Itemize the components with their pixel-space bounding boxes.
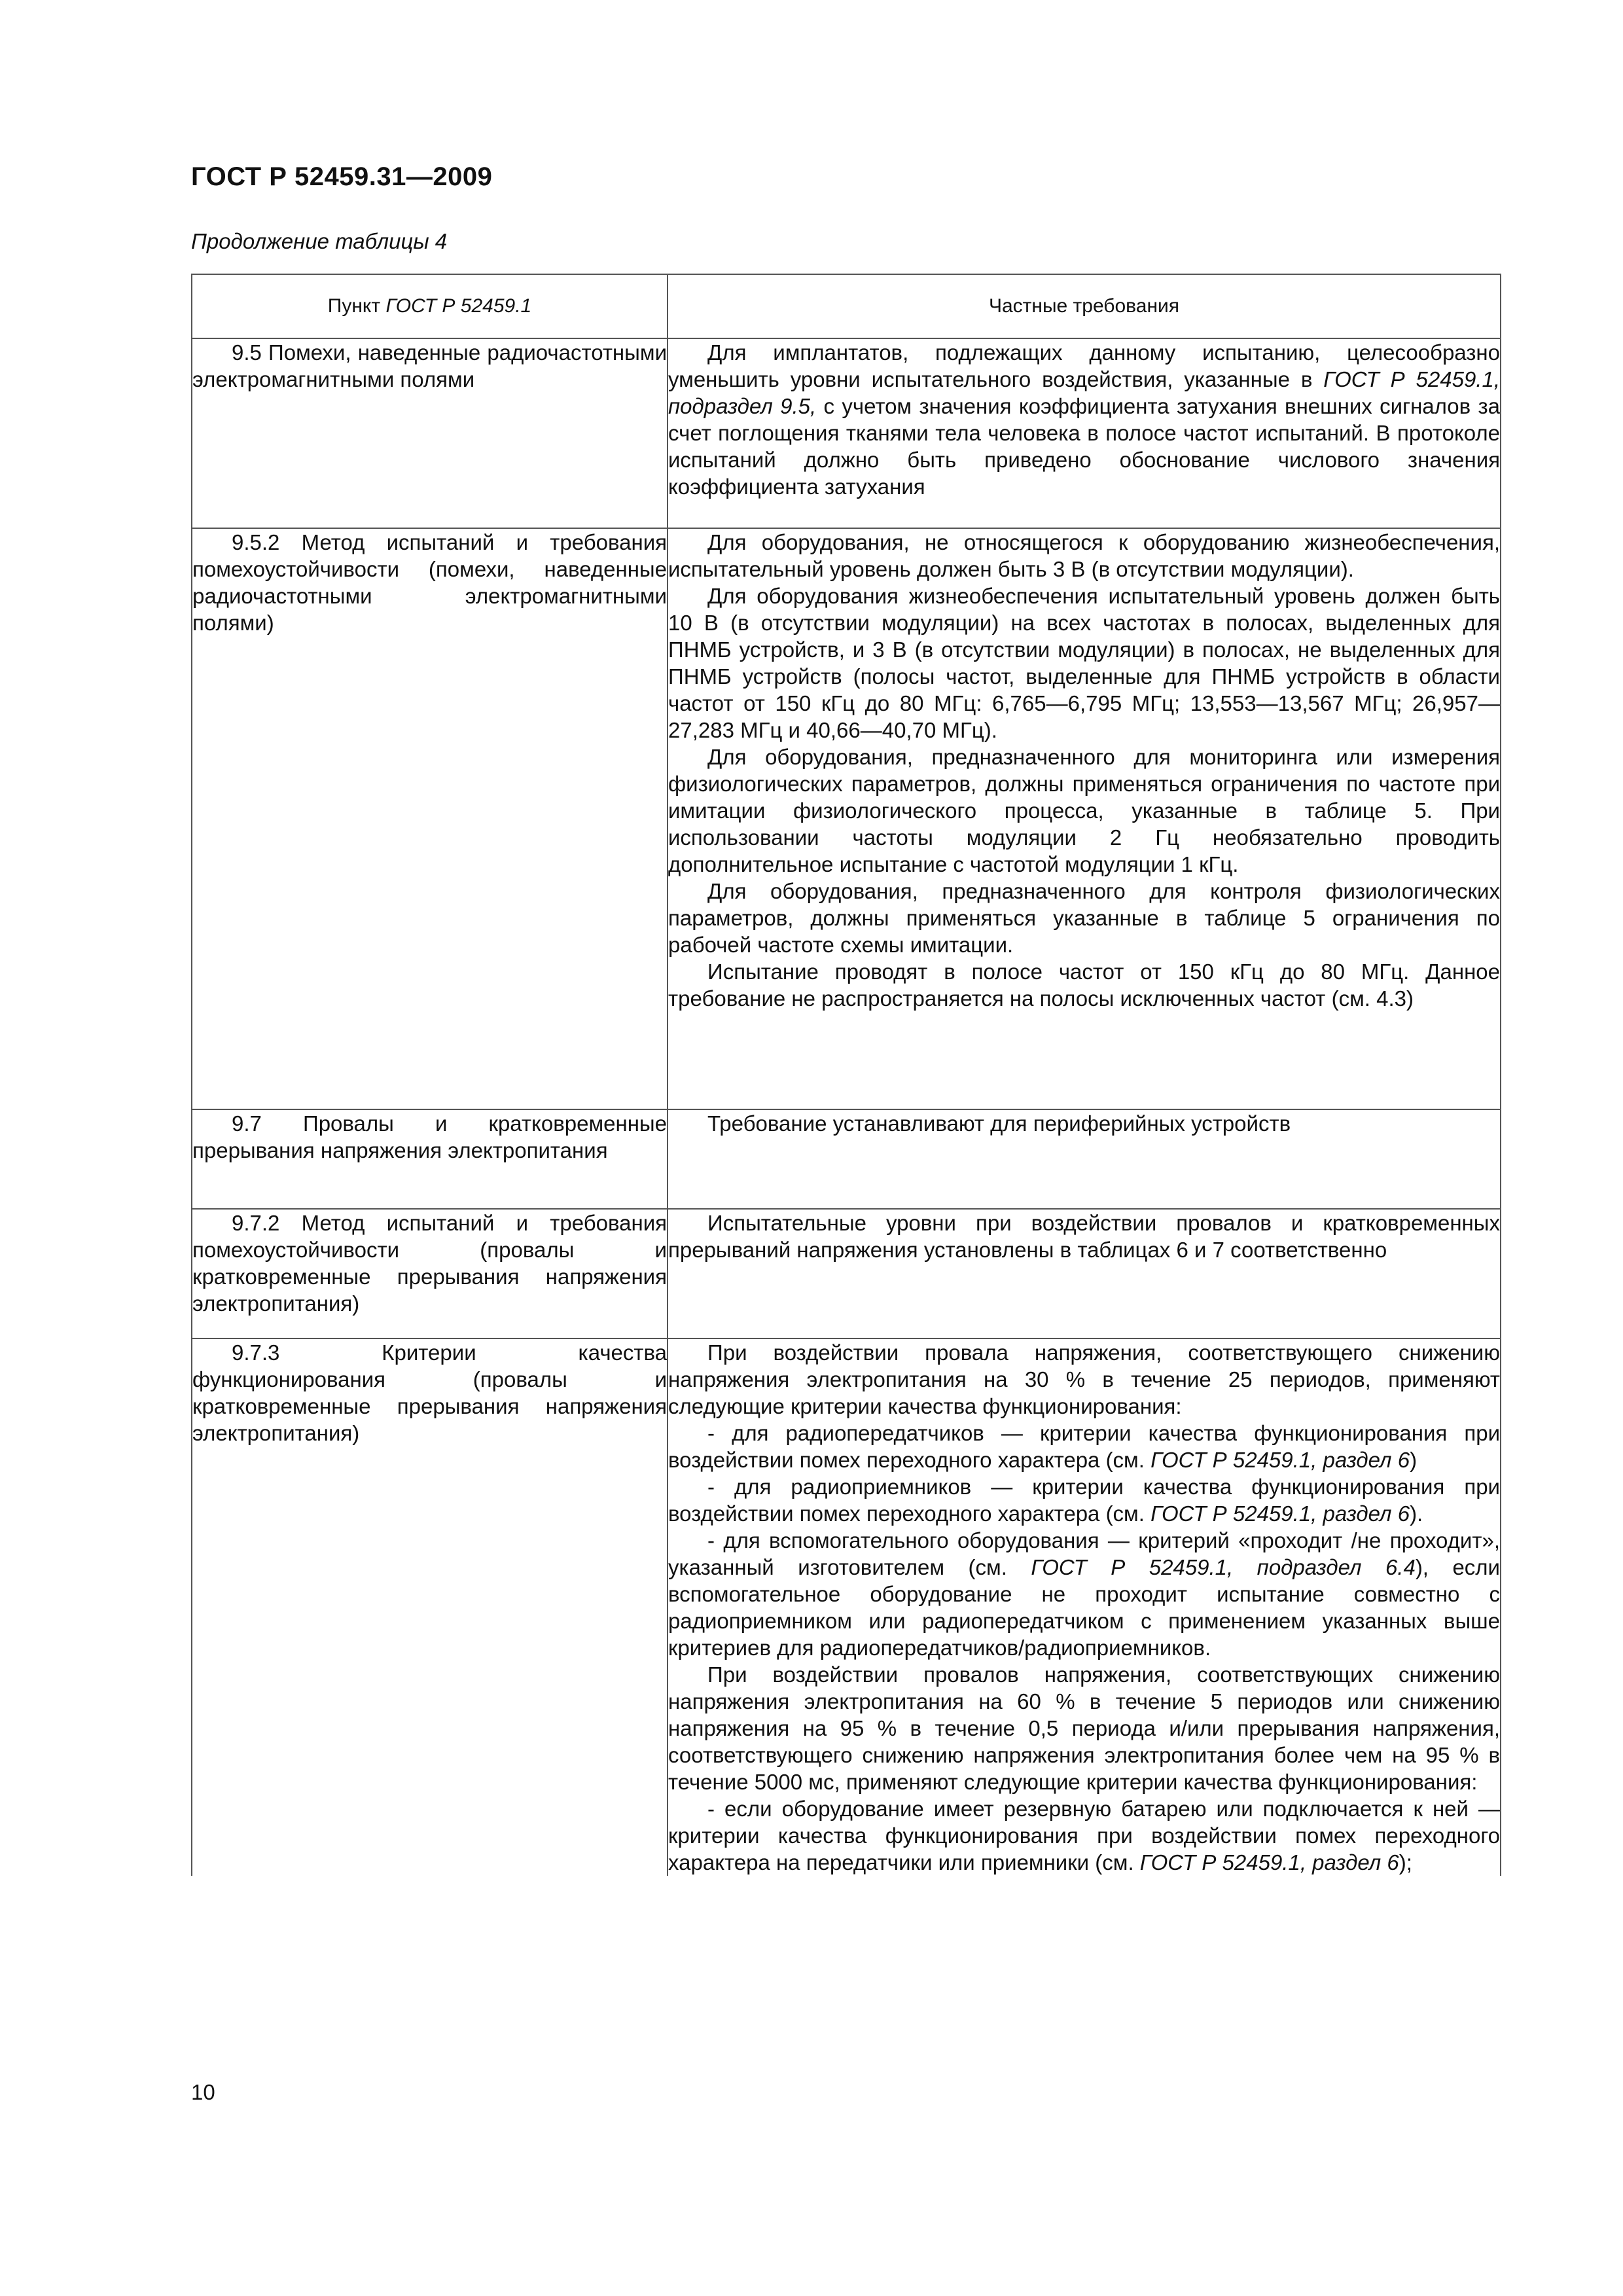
table-row (192, 338, 1501, 528)
table-caption: Продолжение таблицы 4 (191, 229, 448, 253)
requirement-paragraph (668, 1795, 1500, 1876)
requirement-paragraph (668, 339, 1500, 500)
column-header-clause-prefix: Пункт (327, 295, 386, 317)
clause-text: 9.5 Помехи, наведенные радиочастотными электромагнитными полями (192, 340, 667, 391)
requirement-paragraph (668, 744, 1500, 878)
clause-cell (192, 1109, 668, 1209)
requirement-text: Для оборудования, предназначенного для контроля физиологических параметров, должны применяться указанные в таблице 5 ограничения по рабочей частоте схемы имитации. (668, 879, 1500, 957)
requirement-text: ). (1410, 1501, 1423, 1526)
requirement-text: Для имплантатов, подлежащих данному испытанию, целесообразно уменьшить уровни испытательного воздействия, указанные в (668, 340, 1500, 391)
clause-cell (192, 338, 668, 528)
requirement-text: ); (1399, 1850, 1412, 1874)
table-row (192, 1109, 1501, 1209)
requirement-paragraph (668, 958, 1500, 1012)
requirement-text: При воздействии провалов напряжения, соответствующих снижению напряжения электропитания на 60 % в течение 5 периодов или снижению напряжения на 95 % в течение 0,5 периода и/или прерывания напряжения, соответствующего снижению напряжения электропитания более чем на 95 % в течение 5000 мс, применяют следующие критерии качества функционирования: (668, 1662, 1500, 1794)
requirement-paragraph (668, 1420, 1500, 1473)
standard-reference: ГОСТ Р 52459.1, подраздел 6.4 (1031, 1555, 1416, 1579)
column-header-clause (192, 274, 668, 338)
page-number: 10 (191, 2080, 215, 2104)
requirement-text: ) (1410, 1448, 1418, 1472)
standard-reference: ГОСТ Р 52459.1, раздел 6 (1150, 1501, 1410, 1526)
requirement-paragraph (668, 1661, 1500, 1795)
table-body (192, 338, 1501, 1876)
requirement-paragraph (668, 529, 1500, 583)
requirement-text: Испытание проводят в полосе частот от 150 кГц до 80 МГц. Данное требование не распространяется на полосы исключенных частот (см. 4.3) (668, 960, 1500, 1011)
requirement-text: Требование устанавливают для периферийных устройств (707, 1111, 1291, 1136)
column-header-clause-ref: ГОСТ Р 52459.1 (385, 295, 532, 317)
requirement-paragraph (668, 1110, 1500, 1137)
requirement-text: Испытательные уровни при воздействии провалов и кратковременных прерываний напряжения установлены в таблицах 6 и 7 соответственно (668, 1211, 1500, 1262)
table-row (192, 528, 1501, 1109)
requirement-paragraph (668, 878, 1500, 958)
standard-reference: ГОСТ Р 52459.1, подраздел 9.5, (668, 367, 1500, 418)
standard-reference: ГОСТ Р 52459.1, раздел 6 (1139, 1850, 1399, 1874)
clause-text: 9.7.3 Критерии качества функционирования (провалы и кратковременные прерывания напряжения электропитания) (192, 1340, 667, 1445)
table-header-row (192, 274, 1501, 338)
requirement-paragraph (668, 1339, 1500, 1420)
requirement-paragraph (668, 1473, 1500, 1527)
requirement-text: ), если вспомогательное оборудование не проходит испытание совместно с радиоприемником или радиопередатчиком с применением указанных выше критериев для радиопередатчиков/радиоприемников. (668, 1555, 1500, 1660)
document-title: ГОСТ Р 52459.31—2009 (191, 162, 493, 191)
clause-cell (192, 1209, 668, 1338)
requirement-cell (668, 1109, 1501, 1209)
requirement-text: Для оборудования, не относящегося к оборудованию жизнеобеспечения, испытательный уровень должен быть 3 В (в отсутствии модуляции). (668, 530, 1500, 581)
requirement-text: Для оборудования жизнеобеспечения испытательный уровень должен быть 10 В (в отсутствии модуляции) на всех частотах в полосах, выделенных для ПНМБ устройств, и 3 В (в отсутствии модуляции) в полосах, не выделенных для ПНМБ устройств (полосы частот, выделенные для ПНМБ устройств в области частот от 150 кГц до 80 МГц: 6,765—6,795 МГц; 13,553—13,567 МГц; 26,957—27,283 МГц и 40,66—40,70 МГц). (668, 584, 1500, 742)
clause-text: 9.7 Провалы и кратковременные прерывания напряжения электропитания (192, 1111, 667, 1162)
requirement-paragraph (668, 1527, 1500, 1661)
table-row (192, 1209, 1501, 1338)
requirement-text: - для вспомогательного оборудования — критерий «проходит /не проходит», указанный изготовителем (см. (668, 1528, 1500, 1579)
clause-text: 9.7.2 Метод испытаний и требования помехоустойчивости (провалы и кратковременные прерывания напряжения электропитания) (192, 1211, 667, 1316)
requirement-text: - для радиоприемников — критерии качества функционирования при воздействии помех переходного характера (см. (668, 1475, 1500, 1526)
requirement-text: Для оборудования, предназначенного для мониторинга или измерения физиологических параметров, должны применяться ограничения по частоте при имитации физиологического процесса, указанные в таблице 5. При использовании частоты модуляции 2 Гц необязательно проводить дополнительное испытание с частотой модуляции 1 кГц. (668, 745, 1500, 876)
standard-reference: ГОСТ Р 52459.1, раздел 6 (1150, 1448, 1410, 1472)
requirement-text: - для радиопередатчиков — критерии качества функционирования при воздействии помех переходного характера (см. (668, 1421, 1500, 1472)
requirement-text: с учетом значения коэффициента затухания внешних сигналов за счет поглощения тканями тела человека в полосе частот испытаний. В протоколе испытаний должно быть приведено обоснование числового значения коэффициента затухания (668, 394, 1500, 499)
requirements-table (191, 274, 1501, 1876)
requirement-text: - если оборудование имеет резервную батарею или подключается к ней — критерии качества функционирования при воздействии помех переходного характера на передатчики или приемники (см. (668, 1797, 1500, 1874)
table-row (192, 1338, 1501, 1876)
clause-text: 9.5.2 Метод испытаний и требования помехоустойчивости (помехи, наведенные радиочастотными электромагнитными полями) (192, 530, 667, 635)
requirement-cell (668, 1209, 1501, 1338)
requirement-cell (668, 1338, 1501, 1876)
clause-cell (192, 528, 668, 1109)
requirement-text: При воздействии провала напряжения, соответствующего снижению напряжения электропитания на 30 % в течение 25 периодов, применяют следующие критерии качества функционирования: (668, 1340, 1500, 1418)
clause-cell (192, 1338, 668, 1876)
requirement-cell (668, 338, 1501, 528)
requirement-cell (668, 528, 1501, 1109)
requirement-paragraph (668, 583, 1500, 744)
column-header-requirements: Частные требования (668, 274, 1501, 338)
requirement-paragraph (668, 1210, 1500, 1263)
